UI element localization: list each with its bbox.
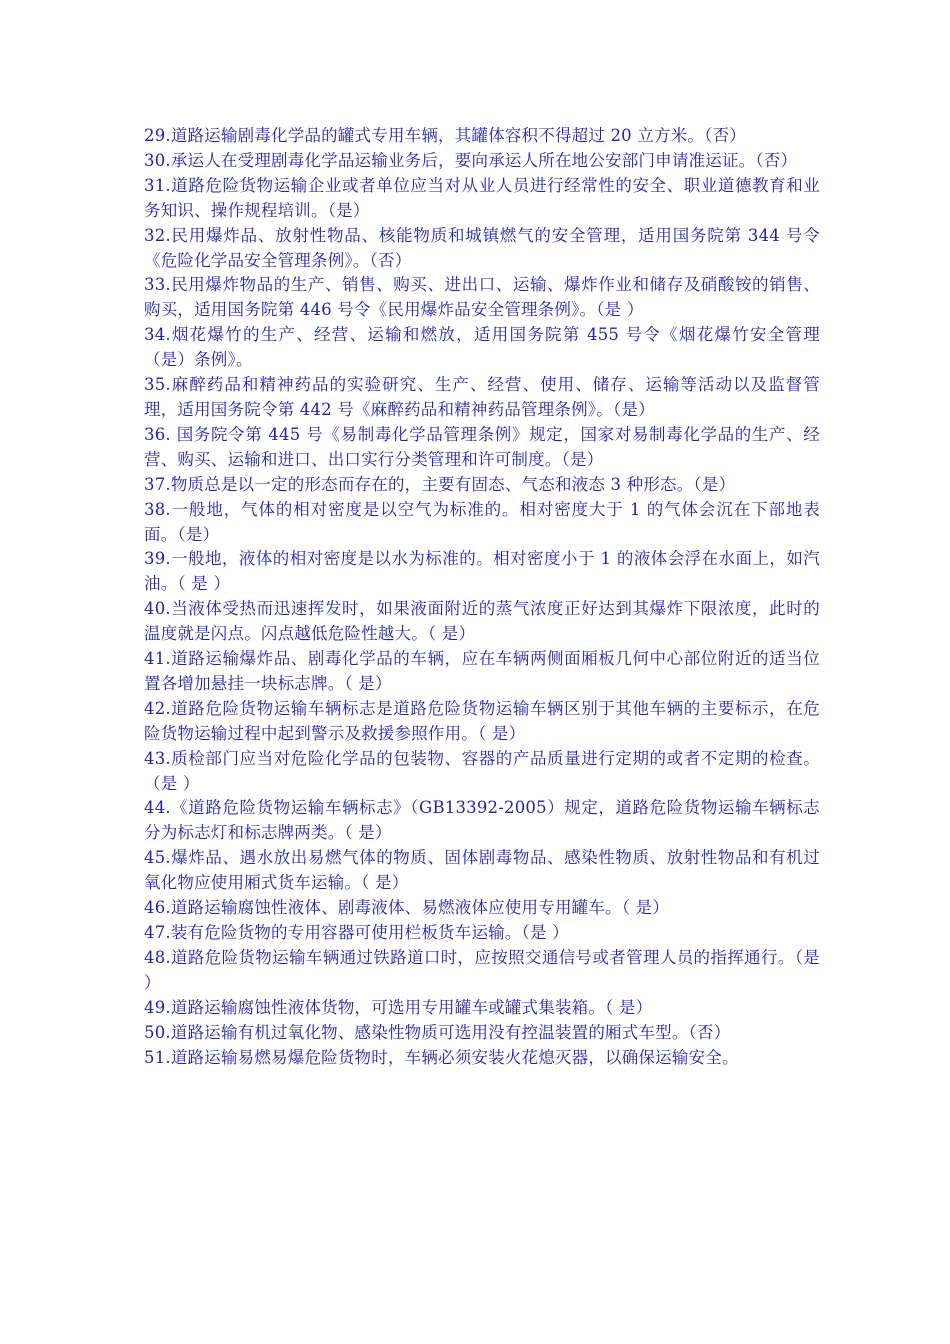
question-33: 33.民用爆炸物品的生产、销售、购买、进出口、运输、爆炸作业和储存及硝酸铵的销售、购买，适用国务院第 446 号令《民用爆炸品安全管理条例》。（是 ） [144, 275, 820, 320]
question-42: 42.道路危险货物运输车辆标志是道路危险货物运输车辆区别于其他车辆的主要标示，在危险货物运输过程中起到警示及救援参照作用。（ 是） [144, 698, 820, 743]
question-49: 49.道路运输腐蚀性液体货物，可选用专用罐车或罐式集装箱。（ 是） [144, 997, 653, 1017]
question-40: 40.当液体受热而迅速挥发时，如果液面附近的蒸气浓度正好达到其爆炸下限浓度，此时的温度就是闪点。闪点越低危险性越大。（ 是） [144, 599, 820, 644]
question-39: 39.一般地，液体的相对密度是以水为标准的。相对密度小于 1 的液体会浮在水面上，如汽油。（ 是 ） [144, 549, 820, 594]
question-43: 43.质检部门应当对危险化学品的包装物、容器的产品质量进行定期的或者不定期的检查。（是 ） [144, 748, 820, 793]
question-47: 47.装有危险货物的专用容器可使用栏板货车运输。（是 ） [144, 923, 569, 942]
document-page [144, 124, 820, 1070]
question-32: 32.民用爆炸品、放射性物品、核能物质和城镇燃气的安全管理，适用国务院第 344 号令《危险化学品安全管理条例》。（否） [144, 225, 820, 270]
question-31: 31.道路危险货物运输企业或者单位应当对从业人员进行经常性的安全、职业道德教育和业务知识、操作规程培训。（是） [144, 175, 820, 220]
question-35: 35.麻醉药品和精神药品的实验研究、生产、经营、使用、储存、运输等活动以及监督管理，适用国务院令第 442 号《麻醉药品和精神药品管理条例》。（是） [144, 375, 820, 419]
question-34: 34.烟花爆竹的生产、经营、运输和燃放，适用国务院第 455 号令《烟花爆竹安全管理（是）条例》。 [144, 325, 820, 370]
question-37: 37.物质总是以一定的形态而存在的，主要有固态、气态和液态 3 种形态。（是） [144, 474, 736, 494]
question-44: 44.《道路危险货物运输车辆标志》（GB13392-2005）规定，道路危险货物运输车辆标志分为标志灯和标志牌两类。（ 是） [144, 798, 820, 843]
question-38: 38.一般地，气体的相对密度是以空气为标准的。相对密度大于 1 的气体会沉在下部地表面。（是） [144, 499, 820, 544]
question-41: 41.道路运输爆炸品、剧毒化学品的车辆，应在车辆两侧面厢板几何中心部位附近的适当位置各增加悬挂一块标志牌。（ 是） [144, 649, 820, 693]
question-46: 46.道路运输腐蚀性液体、剧毒液体、易燃液体应使用专用罐车。（ 是） [144, 898, 670, 918]
question-48: 48.道路危险货物运输车辆通过铁路道口时，应按照交通信号或者管理人员的指挥通行。（是 ） [144, 947, 820, 992]
question-36: 36. 国务院令第 445 号《易制毒化学品管理条例》规定，国家对易制毒化学品的生产、经营、购买、运输和进口、出口实行分类管理和许可制度。（是） [144, 424, 820, 469]
question-51: 51.道路运输易燃易爆危险货物时，车辆必须安装火花熄灭器，以确保运输安全。 [144, 1047, 739, 1067]
question-30: 30.承运人在受理剧毒化学品运输业务后，要向承运人所在地公安部门申请准运证。（否） [144, 150, 798, 170]
question-50: 50.道路运输有机过氧化物、感染性物质可选用没有控温装置的厢式车型。（否） [144, 1022, 731, 1042]
question-45: 45.爆炸品、遇水放出易燃气体的物质、固体剧毒物品、感染性物质、放射性物品和有机过氧化物应使用厢式货车运输。（ 是） [144, 848, 820, 893]
question-29: 29.道路运输剧毒化学品的罐式专用车辆，其罐体容积不得超过 20 立方米。（否） [144, 126, 746, 145]
